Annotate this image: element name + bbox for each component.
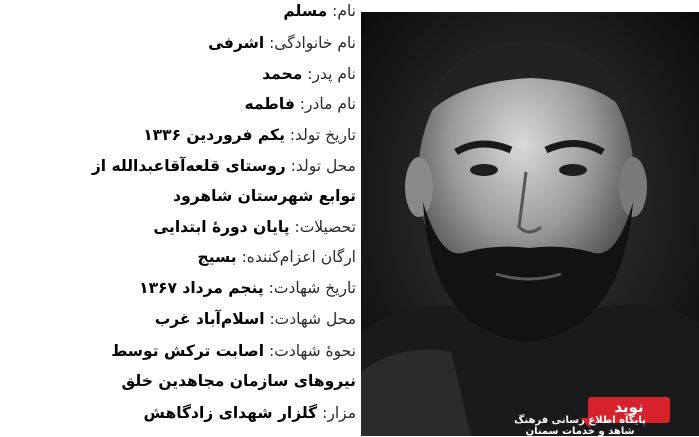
field-value: گلزار شهدای زادگاهش [143, 404, 318, 422]
biography-panel [30, 0, 356, 436]
field-label: تاریخ تولد: [289, 126, 356, 144]
field-label: نام مادر: [299, 95, 356, 113]
field-value: اشرفی [208, 34, 265, 52]
field-value: محمد [262, 65, 303, 83]
field-first-name [30, 0, 356, 22]
field-birth-place-cont [30, 185, 356, 207]
field-label: نام خانوادگی: [269, 34, 356, 52]
field-martyrdom-date [30, 277, 356, 299]
field-label: نام پدر: [307, 65, 356, 83]
portrait-image [361, 12, 699, 436]
field-value: یکم فروردین ۱۳۳۶ [143, 126, 285, 144]
field-value: اصابت ترکش توسط [111, 342, 265, 360]
field-label: محل شهادت: [269, 310, 356, 328]
field-label: مزار: [322, 404, 356, 422]
field-martyrdom-place [30, 308, 356, 330]
field-martyrdom-manner-cont [30, 370, 356, 392]
field-martyrdom-manner [30, 340, 356, 362]
field-value: مسلم [283, 2, 328, 20]
field-father-name [30, 63, 356, 85]
field-label: نام: [332, 2, 356, 20]
field-birth-date [30, 124, 356, 146]
field-education [30, 216, 356, 238]
portrait-photo [361, 12, 699, 436]
field-label: تحصیلات: [294, 218, 356, 236]
field-value: پنجم مرداد ۱۳۶۷ [139, 279, 264, 297]
field-value: پایان دورهٔ ابتدایی [153, 218, 290, 236]
field-label: نحوهٔ شهادت: [269, 342, 356, 360]
logo-badge-text: نوید [614, 398, 644, 416]
field-value: بسیج [197, 248, 237, 266]
field-value: روستای قلعه‌آقاعبدالله از [91, 157, 286, 175]
field-label: ارگان اعزام‌کننده: [241, 248, 356, 266]
field-burial-place [30, 402, 356, 424]
field-value: اسلام‌آباد غرب [154, 310, 265, 328]
logo-website-text: پایگاه اطلاع رسانی فرهنگ شاهد و خدمات سمنان [514, 415, 646, 437]
field-label: محل تولد: [290, 157, 356, 175]
field-dispatch-org [30, 246, 356, 268]
field-birth-place [30, 155, 356, 177]
field-mother-name [30, 93, 356, 115]
field-value: فاطمه [244, 95, 295, 113]
field-value-cont: توابع شهرستان شاهرود [173, 187, 356, 205]
field-label: تاریخ شهادت: [268, 279, 356, 297]
field-last-name [30, 32, 356, 54]
field-value-cont: نیروهای سازمان مجاهدین خلق [121, 372, 356, 390]
